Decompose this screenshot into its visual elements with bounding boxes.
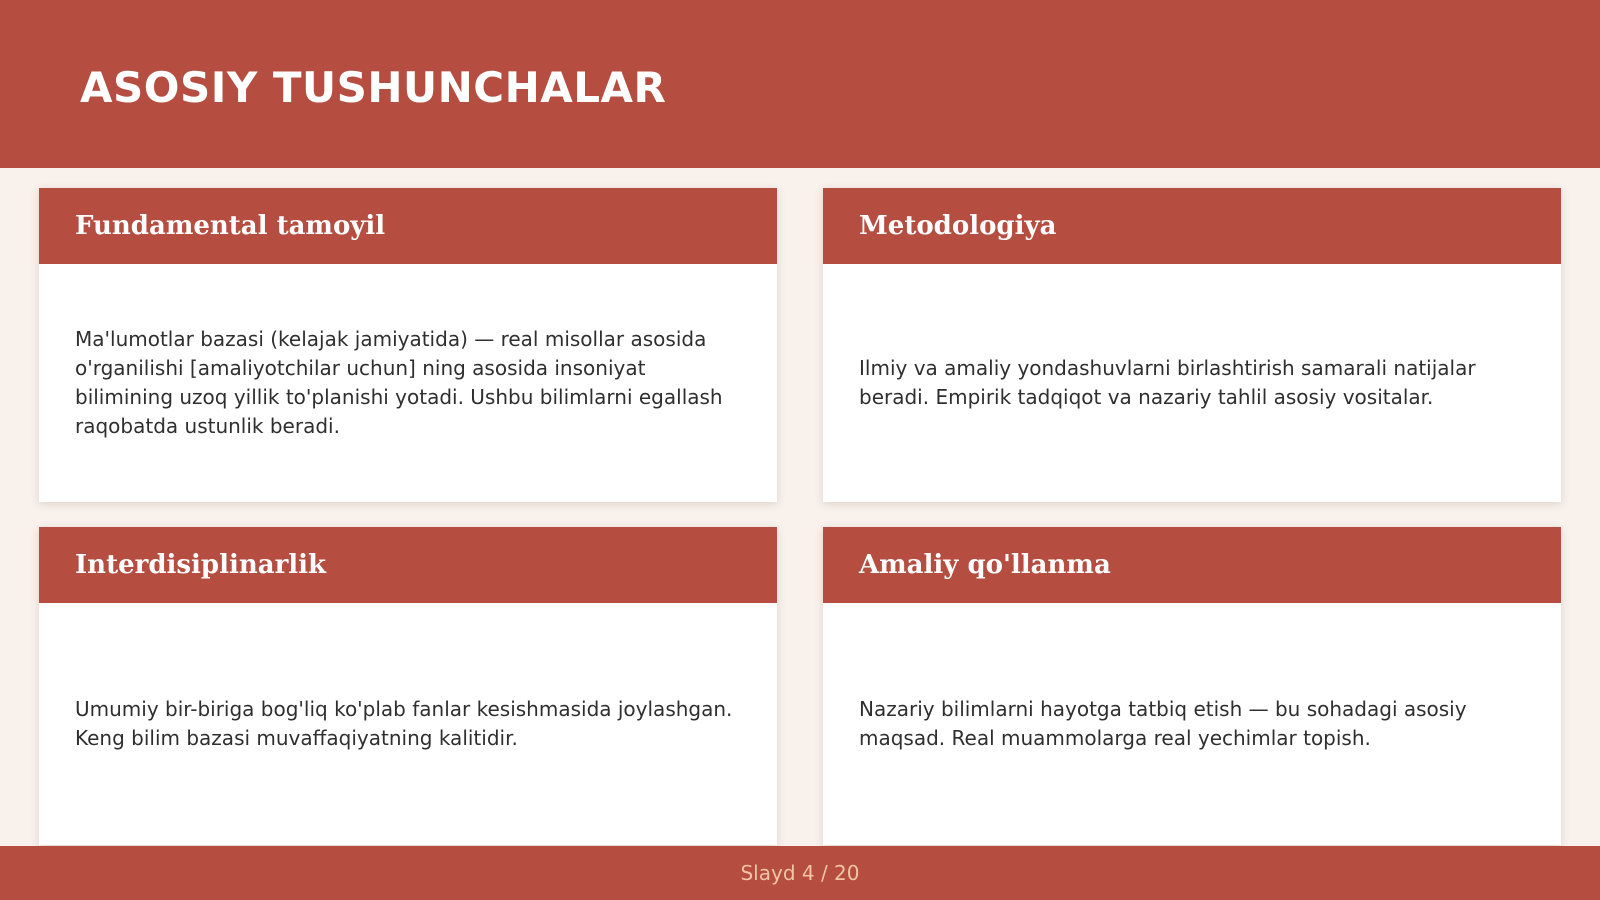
concept-card-methodology	[823, 188, 1561, 502]
card-text: Ilmiy va amaliy yondashuvlarni birlashtirish samarali natijalar beradi. Empirik tadqiqot va nazariy tahlil asosiy vositalar.	[859, 356, 1476, 409]
card-body	[75, 264, 741, 502]
concept-card-interdisciplinary	[39, 527, 777, 845]
slide-title: ASOSIY TUSHUNCHALAR	[80, 63, 667, 112]
card-header	[823, 188, 1561, 264]
card-body	[75, 603, 741, 845]
concept-card-practical-guide	[823, 527, 1561, 845]
concept-card-fundamental	[39, 188, 777, 502]
card-header	[39, 188, 777, 264]
card-title: Interdisiplinarlik	[75, 550, 327, 580]
card-title: Metodologiya	[859, 211, 1057, 241]
card-text: Nazariy bilimlarni hayotga tatbiq etish — bu sohadagi asosiy maqsad. Real muammolarga real yechimlar topish.	[859, 697, 1467, 750]
slide-footer	[0, 846, 1600, 900]
card-text: Umumiy bir-biriga bog'liq ko'plab fanlar kesishmasida joylashgan. Keng bilim bazasi muvaffaqiyatning kalitidir.	[75, 697, 733, 750]
card-body	[859, 603, 1525, 845]
slide-counter: Slayd 4 / 20	[740, 861, 860, 885]
card-body	[859, 264, 1525, 502]
card-header	[823, 527, 1561, 603]
card-text: Ma'lumotlar bazasi (kelajak jamiyatida) — real misollar asosida o'rganilishi [amaliyotchilar uchun] ning asosida insoniyat bilimining uzoq yillik to'planishi yotadi. Ushbu bilimlarni egallash raqobatda ustunlik beradi.	[75, 327, 723, 438]
slide-header	[0, 0, 1600, 168]
card-title: Fundamental tamoyil	[75, 211, 386, 241]
card-title: Amaliy qo'llanma	[859, 550, 1111, 580]
card-header	[39, 527, 777, 603]
